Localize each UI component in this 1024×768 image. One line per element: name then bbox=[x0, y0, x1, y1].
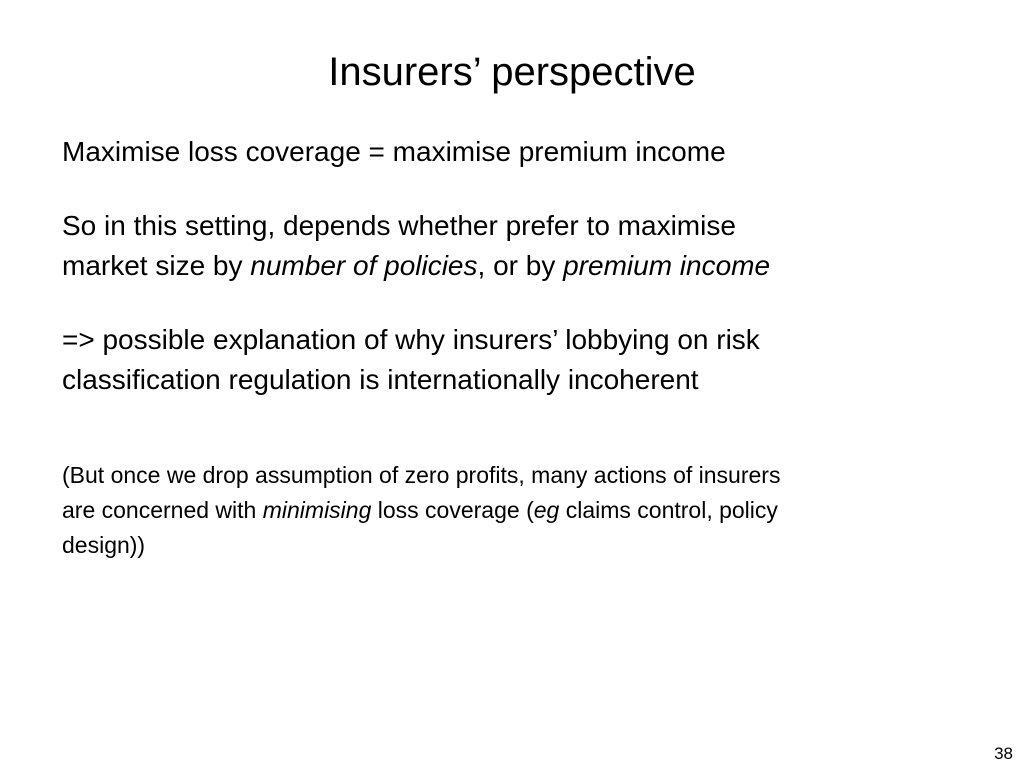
emphasis-premium-income: premium income bbox=[563, 250, 771, 281]
paragraph-note-line2-middle: loss coverage ( bbox=[371, 497, 534, 523]
paragraph-lobbying-line2: classification regulation is internationally incoherent bbox=[62, 364, 699, 395]
paragraph-market-size-line1: So in this setting, depends whether prefer to maximise bbox=[62, 210, 736, 241]
paragraph-note-line2-prefix: are concerned with bbox=[62, 497, 263, 523]
paragraph-market-size bbox=[62, 206, 962, 286]
paragraph-market-size-line2-middle: , or by bbox=[477, 250, 564, 281]
paragraph-lobbying-explanation bbox=[62, 320, 962, 400]
paragraph-loss-coverage bbox=[62, 132, 962, 172]
paragraph-note-line2-suffix: claims control, policy bbox=[559, 497, 778, 523]
paragraph-loss-coverage-text: Maximise loss coverage = maximise premium income bbox=[62, 136, 726, 167]
paragraph-market-size-line2-prefix: market size by bbox=[62, 250, 251, 281]
paragraph-lobbying-line1: => possible explanation of why insurers’ lobbying on risk bbox=[62, 324, 760, 355]
page-number: 38 bbox=[994, 744, 1013, 763]
paragraph-note-line1: (But once we drop assumption of zero profits, many actions of insurers bbox=[62, 462, 781, 488]
emphasis-number-of-policies: number of policies bbox=[250, 250, 478, 281]
emphasis-eg: eg bbox=[533, 497, 560, 523]
emphasis-minimising: minimising bbox=[262, 497, 372, 523]
paragraph-zero-profits-note bbox=[62, 458, 962, 563]
paragraph-note-line3: design)) bbox=[62, 532, 146, 558]
slide-title: Insurers’ perspective bbox=[328, 50, 696, 94]
